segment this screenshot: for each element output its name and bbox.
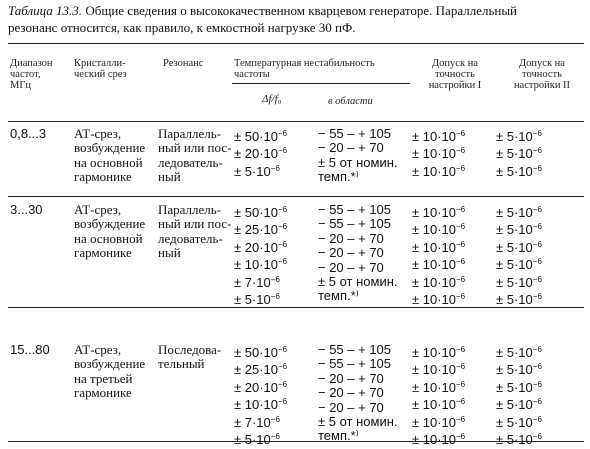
resonance-line: ледователь- — [158, 230, 223, 246]
tol1-value-base: ± 10·10 — [412, 222, 456, 238]
cut-line: возбуждение — [74, 216, 146, 232]
delta-value — [234, 430, 287, 447]
tol1-value-base: ± 10·10 — [412, 292, 456, 308]
header-tol2-line: точность — [522, 69, 562, 80]
header-tol1-line: точность — [435, 69, 475, 80]
tol1-value-base: ± 10·10 — [412, 163, 456, 179]
delta-value — [234, 343, 287, 360]
cut-cell — [74, 127, 145, 185]
tol2-value-exponent: −6 — [532, 205, 542, 214]
tol2-value-exponent: −6 — [532, 345, 542, 354]
tol2-value-base: ± 5·10 — [496, 222, 533, 238]
tol2-value-base: ± 5·10 — [496, 257, 533, 273]
tol2-value-exponent: −6 — [532, 379, 542, 389]
tol1-value-base: ± 10·10 — [412, 274, 456, 290]
delta-value — [234, 144, 287, 161]
cut-line: на основной — [74, 230, 143, 246]
tol1-value-base: ± 10·10 — [412, 345, 456, 360]
delta-value-exponent: −6 — [278, 146, 288, 156]
delta-value-exponent: −6 — [278, 222, 288, 232]
tol1-value-base: ± 10·10 — [412, 239, 456, 255]
tol1-value-exponent: −6 — [456, 379, 466, 389]
header-delta: Δf/f₀ — [262, 93, 282, 105]
tol2-value — [496, 430, 542, 447]
tol2-value-exponent: −6 — [532, 432, 542, 442]
range-cell — [10, 127, 46, 141]
tol2-value — [496, 255, 542, 272]
region-line: ± 5 от номин. — [318, 154, 398, 170]
cut-line: на третьей — [74, 370, 133, 386]
header-temp-line: частоты — [234, 69, 270, 80]
range-cell — [10, 203, 43, 217]
tol2-value-base: ± 5·10 — [496, 345, 533, 360]
tol2-value-exponent: −6 — [532, 414, 542, 424]
resonance-line: ный — [158, 245, 181, 261]
tol1-value — [412, 144, 465, 161]
tol1-value-exponent: −6 — [456, 257, 466, 267]
tol2-value-base: ± 5·10 — [496, 205, 533, 220]
caption-label: Таблица 13.3. — [8, 3, 83, 18]
delta-value-base: ± 20·10 — [234, 239, 278, 255]
resonance-line: ный — [158, 169, 181, 185]
header-bottom-rule — [8, 121, 584, 122]
tol1-value-exponent: −6 — [456, 146, 466, 156]
tol1-value — [412, 360, 465, 377]
cut-line: АТ-срез, — [74, 342, 122, 357]
tol1-cell — [412, 127, 465, 179]
delta-value-exponent: −6 — [278, 345, 288, 354]
tol1-value-base: ± 10·10 — [412, 205, 456, 220]
resonance-line: Параллель- — [158, 202, 222, 217]
delta-value — [234, 395, 287, 412]
delta-value — [234, 238, 287, 255]
tol2-value — [496, 238, 542, 255]
delta-cell — [234, 127, 287, 179]
cut-line: возбуждение — [74, 140, 146, 156]
cut-line: гармонике — [74, 245, 132, 261]
region-line: − 55 – + 105 — [318, 126, 392, 141]
tol1-value-exponent: −6 — [456, 205, 466, 214]
region-line: − 20 – + 70 — [318, 259, 384, 275]
delta-value — [234, 220, 287, 237]
delta-value-exponent: −6 — [278, 257, 288, 267]
delta-value — [234, 360, 287, 377]
tol2-value-exponent: −6 — [532, 163, 542, 173]
table-caption — [8, 2, 584, 36]
resonance-line: Последова- — [158, 342, 222, 357]
delta-value-base: ± 5·10 — [234, 292, 271, 308]
delta-value-exponent: −6 — [270, 414, 280, 424]
resonance-line: Параллель- — [158, 126, 222, 141]
tol2-value-base: ± 5·10 — [496, 146, 533, 162]
delta-value-base: ± 5·10 — [234, 432, 271, 448]
resonance-cell — [158, 203, 231, 261]
delta-value-base: ± 5·10 — [234, 163, 271, 179]
tol1-value-base: ± 10·10 — [412, 432, 456, 448]
delta-value-base: ± 50·10 — [234, 205, 278, 220]
tol1-value — [412, 203, 465, 220]
tol2-cell — [496, 203, 542, 307]
delta-value-base: ± 10·10 — [234, 397, 278, 413]
resonance-line: ледователь- — [158, 154, 223, 170]
header-cut — [74, 58, 154, 80]
tol2-value — [496, 290, 542, 307]
delta-cell — [234, 343, 287, 447]
resonance-line: ный или пос- — [158, 140, 232, 156]
table-top-rule — [8, 43, 584, 44]
tol2-value-base: ± 5·10 — [496, 129, 533, 144]
tol2-value-exponent: −6 — [532, 397, 542, 407]
tol2-value-exponent: −6 — [532, 257, 542, 267]
delta-value-base: ± 50·10 — [234, 129, 278, 144]
tol2-value — [496, 273, 542, 290]
tol1-value — [412, 290, 465, 307]
delta-value-exponent: −6 — [278, 205, 288, 214]
tol1-value-base: ± 10·10 — [412, 414, 456, 430]
delta-value-exponent: −6 — [270, 163, 280, 173]
delta-value-exponent: −6 — [270, 292, 280, 302]
delta-cell — [234, 203, 287, 307]
tol2-value — [496, 395, 542, 412]
region-line: ± 5 от номин. — [318, 274, 398, 290]
tol1-value-exponent: −6 — [456, 362, 466, 372]
delta-value-base: ± 50·10 — [234, 345, 278, 360]
tol2-value — [496, 343, 542, 360]
tol2-value-base: ± 5·10 — [496, 432, 533, 448]
tol1-value-exponent: −6 — [456, 292, 466, 302]
tol1-value-exponent: −6 — [456, 414, 466, 424]
region-line: − 20 – + 70 — [318, 399, 384, 415]
header-tol2-line: Допуск на — [519, 58, 565, 69]
tol1-value-exponent: −6 — [456, 239, 466, 249]
delta-value-exponent: −6 — [278, 362, 288, 372]
delta-value — [234, 273, 287, 290]
delta-value-base: ± 7·10 — [234, 414, 271, 430]
cut-line: гармонике — [74, 169, 132, 185]
header-cut-line: Кристалли- — [74, 58, 126, 69]
tol2-value-exponent: −6 — [532, 222, 542, 232]
tol1-value-exponent: −6 — [456, 274, 466, 284]
tol1-value — [412, 238, 465, 255]
range-value: 0,8...3 — [10, 126, 47, 141]
tol2-value-base: ± 5·10 — [496, 274, 533, 290]
header-range — [10, 58, 70, 91]
region-line: − 55 – + 105 — [318, 202, 392, 217]
tol1-value-base: ± 10·10 — [412, 362, 456, 378]
delta-value — [234, 127, 287, 144]
delta-value-base: ± 20·10 — [234, 379, 278, 395]
header-range-line: МГц — [10, 80, 32, 91]
tol2-value-base: ± 5·10 — [496, 379, 533, 395]
tol2-value-exponent: −6 — [532, 292, 542, 302]
tol1-value — [412, 413, 465, 430]
caption-line-2: резонанс относится, как правило, к емкостной нагрузке 30 пФ. — [8, 20, 356, 35]
resonance-line: ный или пос- — [158, 216, 232, 232]
delta-value-exponent: −6 — [278, 129, 288, 138]
tol2-value-exponent: −6 — [532, 239, 542, 249]
delta-value-exponent: −6 — [270, 432, 280, 442]
tol2-value-base: ± 5·10 — [496, 414, 533, 430]
tol1-value-exponent: −6 — [456, 222, 466, 232]
tol1-value-exponent: −6 — [456, 163, 466, 173]
cut-line: на основной — [74, 154, 143, 170]
region-line: темп.*⁾ — [318, 288, 359, 304]
tol1-value-exponent: −6 — [456, 432, 466, 442]
header-tol1-line: Допуск на — [432, 58, 478, 69]
header-region: в области — [328, 96, 373, 107]
delta-value — [234, 378, 287, 395]
tol2-value — [496, 162, 542, 179]
region-cell — [318, 343, 398, 444]
tol1-value-base: ± 10·10 — [412, 257, 456, 273]
tol1-value-exponent: −6 — [456, 397, 466, 407]
tol1-value — [412, 430, 465, 447]
region-cell — [318, 127, 398, 185]
range-cell — [10, 343, 50, 357]
tol1-value — [412, 378, 465, 395]
cut-line: гармонике — [74, 385, 132, 401]
cut-cell — [74, 343, 145, 401]
delta-value — [234, 413, 287, 430]
delta-value — [234, 290, 287, 307]
delta-value-base: ± 7·10 — [234, 274, 271, 290]
tol2-value — [496, 203, 542, 220]
region-line: ± 5 от номин. — [318, 414, 398, 430]
tol2-cell — [496, 127, 542, 179]
delta-value-exponent: −6 — [278, 379, 288, 389]
tol1-value-base: ± 10·10 — [412, 129, 456, 144]
tol1-value-base: ± 10·10 — [412, 379, 456, 395]
row-1-bottom-rule — [8, 196, 584, 197]
region-line: − 55 – + 105 — [318, 216, 392, 232]
region-line: темп.*⁾ — [318, 428, 359, 444]
header-tol2 — [500, 58, 584, 91]
tol2-value — [496, 220, 542, 237]
resonance-line: тельный — [158, 356, 205, 372]
tol2-value-exponent: −6 — [532, 146, 542, 156]
header-tol1 — [416, 58, 494, 91]
region-line: − 20 – + 70 — [318, 230, 384, 246]
delta-value-base: ± 10·10 — [234, 257, 278, 273]
delta-value-exponent: −6 — [278, 239, 288, 249]
tol1-value — [412, 343, 465, 360]
tol1-value — [412, 162, 465, 179]
header-tol2-line: настройки II — [513, 80, 571, 91]
delta-value-base: ± 25·10 — [234, 222, 278, 238]
tol2-value — [496, 413, 542, 430]
tol2-value-base: ± 5·10 — [496, 397, 533, 413]
tol1-cell — [412, 203, 465, 307]
delta-value-base: ± 20·10 — [234, 146, 278, 162]
tol2-value-base: ± 5·10 — [496, 362, 533, 378]
delta-value-exponent: −6 — [278, 397, 288, 407]
tol1-value — [412, 255, 465, 272]
tol1-value-base: ± 10·10 — [412, 146, 456, 162]
region-line: − 20 – + 70 — [318, 245, 384, 261]
region-line: − 20 – + 70 — [318, 140, 384, 156]
tol1-value-exponent: −6 — [456, 129, 466, 138]
region-line: − 55 – + 105 — [318, 342, 392, 357]
tol2-value — [496, 144, 542, 161]
header-temp — [234, 58, 410, 80]
region-cell — [318, 203, 398, 304]
cut-line: АТ-срез, — [74, 202, 122, 217]
delta-value-exponent: −6 — [270, 274, 280, 284]
cut-cell — [74, 203, 145, 261]
region-line: − 20 – + 70 — [318, 385, 384, 401]
header-tol1-line: настройки I — [428, 80, 482, 91]
tol2-value-exponent: −6 — [532, 362, 542, 372]
header-range-line: частот, — [10, 69, 41, 80]
region-line: − 55 – + 105 — [318, 356, 392, 372]
header-range-line: Диапазон — [10, 58, 53, 69]
delta-value — [234, 255, 287, 272]
tol1-cell — [412, 343, 465, 447]
tol1-value — [412, 127, 465, 144]
caption-text-1: Общие сведения о высококачественном кварцевом генераторе. Параллельный — [85, 3, 518, 18]
delta-value-base: ± 25·10 — [234, 362, 278, 378]
resonance-cell — [158, 343, 221, 372]
resonance-cell — [158, 127, 231, 185]
delta-value — [234, 162, 287, 179]
cut-line: возбуждение — [74, 356, 146, 372]
tol1-value — [412, 395, 465, 412]
header-temp-line: Температурная нестабильность — [234, 58, 375, 69]
tol1-value-exponent: −6 — [456, 345, 466, 354]
tol2-value — [496, 127, 542, 144]
header-cut-line: ческий срез — [74, 69, 127, 80]
tol2-value-base: ± 5·10 — [496, 163, 533, 179]
tol1-value — [412, 220, 465, 237]
region-line: темп.*⁾ — [318, 169, 359, 185]
range-value: 3...30 — [10, 202, 43, 217]
temp-header-subrule — [232, 83, 410, 84]
tol1-value — [412, 273, 465, 290]
caption-line-1 — [8, 2, 584, 19]
tol2-value-base: ± 5·10 — [496, 292, 533, 308]
cut-line: АТ-срез, — [74, 126, 122, 141]
delta-value — [234, 203, 287, 220]
tol2-value-exponent: −6 — [532, 129, 542, 138]
region-line: − 20 – + 70 — [318, 370, 384, 386]
tol1-value-base: ± 10·10 — [412, 397, 456, 413]
tol2-value-base: ± 5·10 — [496, 239, 533, 255]
range-value: 15...80 — [10, 342, 50, 357]
tol2-value-exponent: −6 — [532, 274, 542, 284]
tol2-cell — [496, 343, 542, 447]
header-resonance: Резонанс — [163, 58, 204, 69]
tol2-value — [496, 360, 542, 377]
tol2-value — [496, 378, 542, 395]
